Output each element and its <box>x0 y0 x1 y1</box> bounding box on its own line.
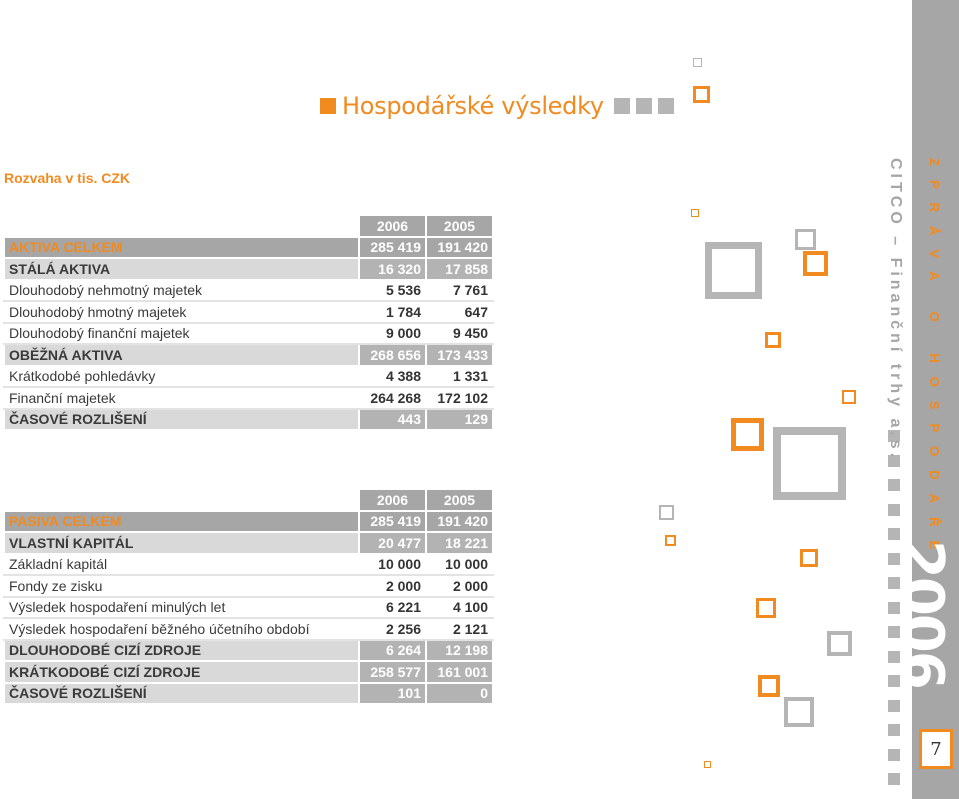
year-header: 2005 <box>426 489 493 511</box>
value-2006: 20 477 <box>359 532 426 554</box>
decor-square-icon <box>704 761 711 768</box>
table-row <box>4 597 493 619</box>
value-2005: 191 420 <box>426 511 493 533</box>
decor-square-icon <box>800 549 818 567</box>
row-label: ČASOVÉ ROZLIŠENÍ <box>4 683 359 705</box>
orange-square-icon <box>320 98 336 114</box>
assets-table <box>3 214 494 431</box>
value-2006: 4 388 <box>359 366 426 388</box>
row-label: Finanční majetek <box>4 387 359 409</box>
row-label: Výsledek hospodaření běžného účetního období <box>4 618 359 640</box>
value-2005: 0 <box>426 683 493 705</box>
row-label: STÁLÁ AKTIVA <box>4 258 359 280</box>
value-2005: 7 761 <box>426 280 493 302</box>
value-2005: 10 000 <box>426 554 493 576</box>
table-row <box>4 511 493 533</box>
table-row <box>4 640 493 662</box>
row-label: Dlouhodobý hmotný majetek <box>4 301 359 323</box>
row-label: KRÁTKODOBÉ CIZÍ ZDROJE <box>4 661 359 683</box>
table-row <box>4 237 493 259</box>
table-row <box>4 683 493 705</box>
decor-square-icon <box>803 251 828 276</box>
page-number: 7 <box>919 729 953 769</box>
gray-square-icon <box>636 98 652 114</box>
table-row <box>4 323 493 345</box>
year-label: 2006 <box>890 540 955 688</box>
table-row <box>4 387 493 409</box>
value-2006: 258 577 <box>359 661 426 683</box>
table-row <box>4 258 493 280</box>
value-2006: 285 419 <box>359 237 426 259</box>
row-label: Výsledek hospodaření minulých let <box>4 597 359 619</box>
decor-square-icon <box>693 58 702 67</box>
value-2006: 6 221 <box>359 597 426 619</box>
report-label: ZPRÁVA O HOSPODAŘENÍ <box>927 158 942 605</box>
decor-square-icon <box>693 86 710 103</box>
table-row <box>4 280 493 302</box>
value-2006: 264 268 <box>359 387 426 409</box>
decor-square-icon <box>731 418 764 451</box>
decor-square-icon <box>795 229 816 250</box>
value-2006: 2 000 <box>359 575 426 597</box>
decor-square-icon <box>691 209 699 217</box>
row-label: Krátkodobé pohledávky <box>4 366 359 388</box>
row-label: Dlouhodobý nehmotný majetek <box>4 280 359 302</box>
value-2006: 10 000 <box>359 554 426 576</box>
value-2005: 1 331 <box>426 366 493 388</box>
decor-square-icon <box>756 598 776 618</box>
decor-square-icon <box>888 504 900 516</box>
table-row <box>4 344 493 366</box>
value-2006: 6 264 <box>359 640 426 662</box>
value-2005: 18 221 <box>426 532 493 554</box>
decor-square-icon <box>888 749 900 761</box>
decor-square-icon <box>888 479 900 491</box>
value-2005: 2 121 <box>426 618 493 640</box>
value-2005: 4 100 <box>426 597 493 619</box>
value-2005: 191 420 <box>426 237 493 259</box>
decor-square-icon <box>665 535 676 546</box>
table-row <box>4 661 493 683</box>
value-2005: 2 000 <box>426 575 493 597</box>
value-2006: 2 256 <box>359 618 426 640</box>
decor-square-icon <box>758 675 780 697</box>
decor-square-icon <box>888 700 900 712</box>
value-2006: 443 <box>359 409 426 431</box>
liabilities-table <box>3 488 494 705</box>
year-header: 2006 <box>359 215 426 237</box>
table-row <box>4 575 493 597</box>
table-row <box>4 554 493 576</box>
value-2005: 173 433 <box>426 344 493 366</box>
decor-square-icon <box>705 242 762 299</box>
assets-header-row <box>4 215 493 237</box>
table-row <box>4 366 493 388</box>
row-label: PASIVA CELKEM <box>4 511 359 533</box>
value-2006: 101 <box>359 683 426 705</box>
year-header: 2005 <box>426 215 493 237</box>
section-title: Rozvaha v tis. CZK <box>4 170 131 186</box>
value-2005: 17 858 <box>426 258 493 280</box>
row-label: Dlouhodobý finanční majetek <box>4 323 359 345</box>
decor-square-icon <box>827 631 852 656</box>
value-2006: 1 784 <box>359 301 426 323</box>
page-title: Hospodářské výsledky <box>342 92 604 120</box>
value-2005: 129 <box>426 409 493 431</box>
value-2005: 9 450 <box>426 323 493 345</box>
decor-square-icon <box>842 390 856 404</box>
table-row <box>4 301 493 323</box>
value-2005: 647 <box>426 301 493 323</box>
heading <box>320 88 674 124</box>
row-label: ČASOVÉ ROZLIŠENÍ <box>4 409 359 431</box>
gray-square-icon <box>658 98 674 114</box>
value-2005: 12 198 <box>426 640 493 662</box>
value-2005: 172 102 <box>426 387 493 409</box>
value-2006: 9 000 <box>359 323 426 345</box>
row-label: DLOUHODOBÉ CIZÍ ZDROJE <box>4 640 359 662</box>
row-label: VLASTNÍ KAPITÁL <box>4 532 359 554</box>
company-label: CITCO – Finanční trhy a.s. <box>887 158 904 462</box>
decor-square-icon <box>888 724 900 736</box>
table-row <box>4 532 493 554</box>
row-label: AKTIVA CELKEM <box>4 237 359 259</box>
value-2005: 161 001 <box>426 661 493 683</box>
value-2006: 5 536 <box>359 280 426 302</box>
table-row <box>4 618 493 640</box>
decor-square-icon <box>888 528 900 540</box>
value-2006: 268 656 <box>359 344 426 366</box>
value-2006: 285 419 <box>359 511 426 533</box>
table-row <box>4 409 493 431</box>
value-2006: 16 320 <box>359 258 426 280</box>
year-header: 2006 <box>359 489 426 511</box>
liabilities-header-row <box>4 489 493 511</box>
decor-square-icon <box>888 773 900 785</box>
row-label: Fondy ze zisku <box>4 575 359 597</box>
decor-square-icon <box>784 697 814 727</box>
decor-square-icon <box>659 505 674 520</box>
decor-square-icon <box>773 427 846 500</box>
row-label: Základní kapitál <box>4 554 359 576</box>
decor-square-icon <box>765 332 781 348</box>
row-label: OBĚŽNÁ AKTIVA <box>4 344 359 366</box>
gray-square-icon <box>614 98 630 114</box>
